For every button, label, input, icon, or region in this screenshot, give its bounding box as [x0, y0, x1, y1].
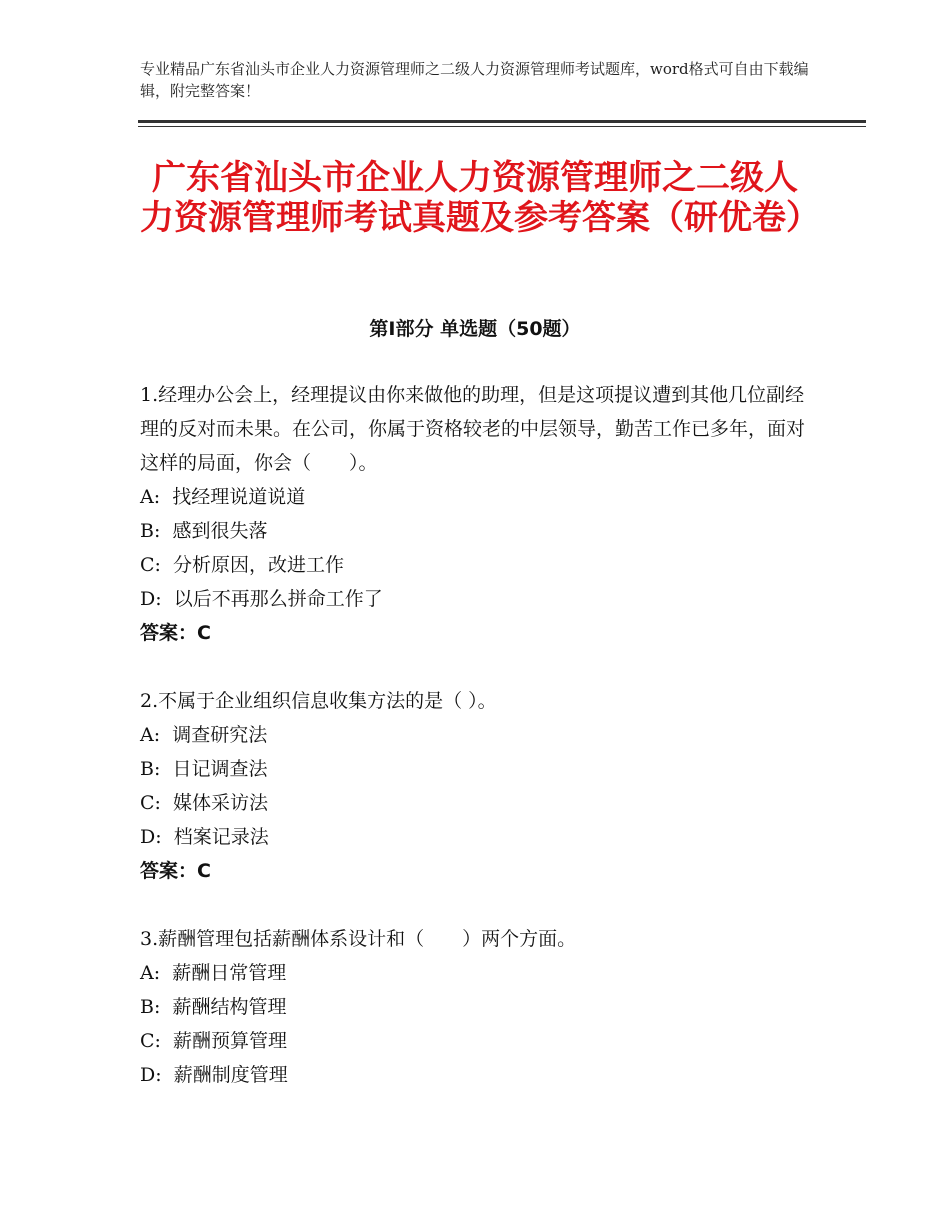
question-list: [140, 378, 810, 1126]
section-title: 第Ⅰ部分 单选题（50题）: [369, 318, 581, 340]
option-c: C: 薪酬预算管理: [140, 1030, 288, 1052]
option-b: B: 感到很失落: [140, 520, 268, 542]
answer: 答案：C: [140, 622, 211, 644]
question-1: [140, 378, 810, 650]
question-stem: 1.经理办公会上，经理提议由你来做他的助理，但是这项提议遭到其他几位副经理的反对而未果。在公司，你属于资格较老的中层领导，勤苦工作已多年，面对这样的局面，你会（ ）。: [140, 384, 806, 474]
option-a: A: 薪酬日常管理: [140, 962, 287, 984]
question-stem: 3.薪酬管理包括薪酬体系设计和（ ）两个方面。: [140, 928, 577, 950]
question-3: [140, 922, 810, 1092]
question-2: [140, 684, 810, 888]
option-d: D: 以后不再那么拼命工作了: [140, 588, 383, 610]
answer: 答案：C: [140, 860, 211, 882]
option-c: C: 媒体采访法: [140, 792, 269, 814]
option-a: A: 找经理说道说道: [140, 486, 306, 508]
option-c: C: 分析原因，改进工作: [140, 554, 345, 576]
header-rule-thin: [138, 126, 866, 127]
option-a: A: 调查研究法: [140, 724, 268, 746]
header-rule-thick: [138, 120, 866, 123]
option-b: B: 日记调查法: [140, 758, 268, 780]
document-title: 广东省汕头市企业人力资源管理师之二级人力资源管理师考试真题及参考答案（研优卷）: [140, 158, 820, 238]
question-stem: 2.不属于企业组织信息收集方法的是（ ）。: [140, 690, 497, 712]
header-note: 专业精品广东省汕头市企业人力资源管理师之二级人力资源管理师考试题库，word格式可自由下载编辑，附完整答案！: [140, 60, 809, 100]
option-d: D: 薪酬制度管理: [140, 1064, 288, 1086]
option-b: B: 薪酬结构管理: [140, 996, 287, 1018]
option-d: D: 档案记录法: [140, 826, 269, 848]
